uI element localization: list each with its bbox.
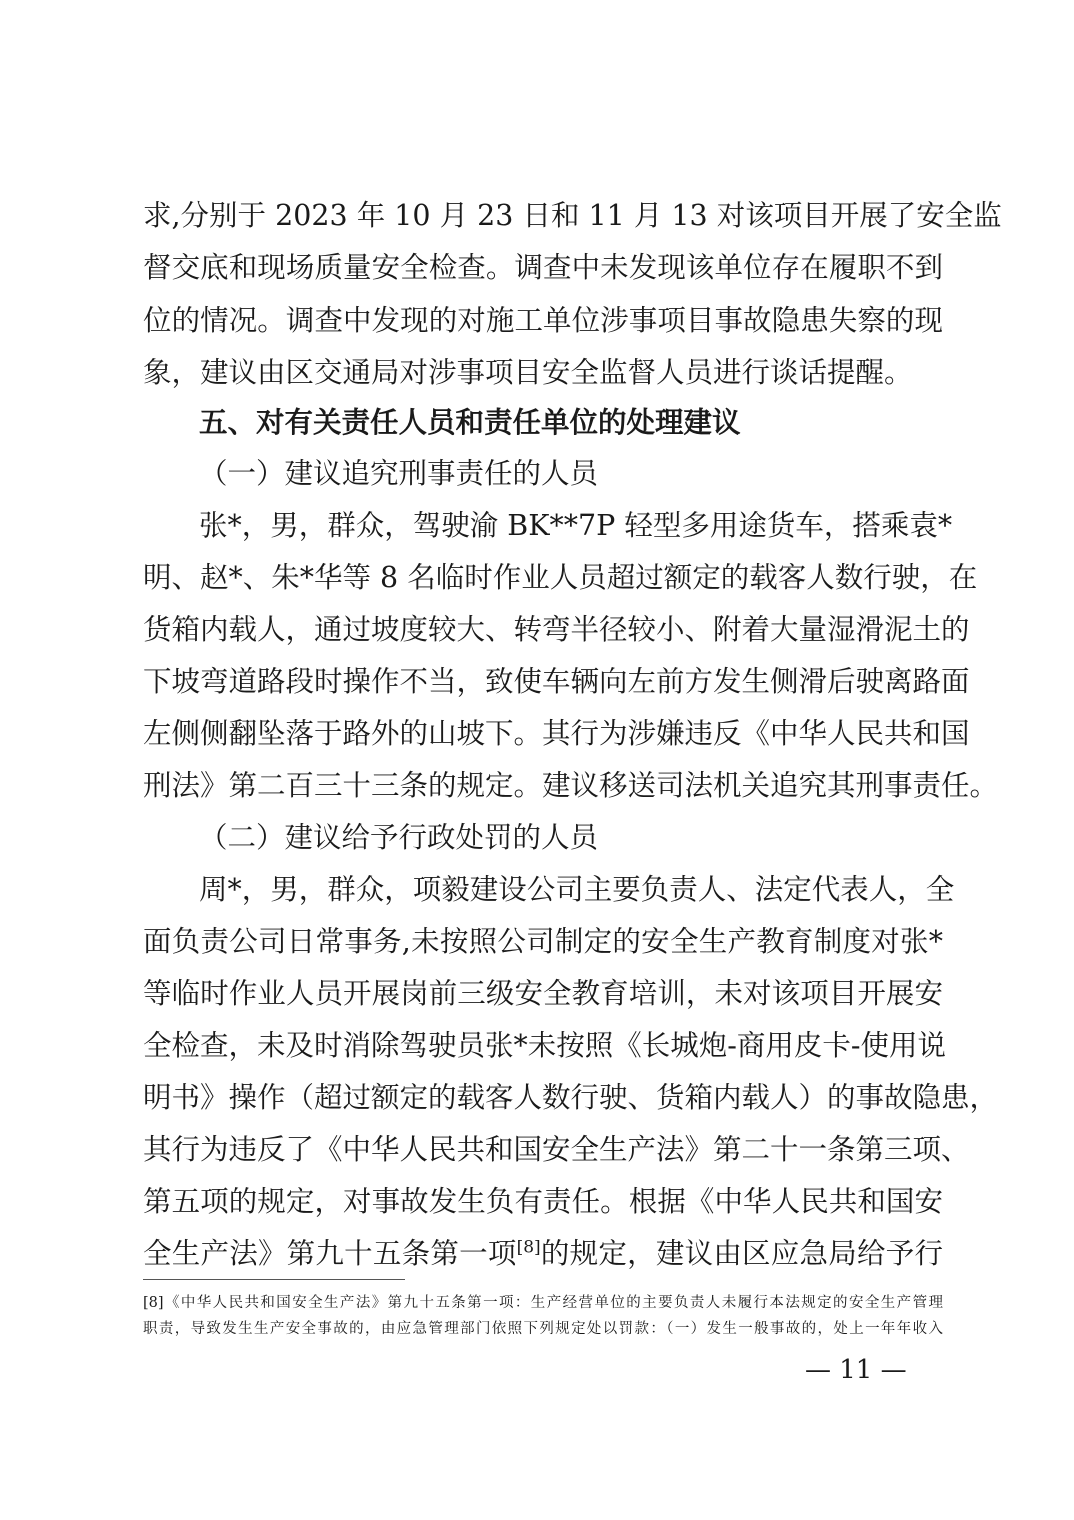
body-line: 等临时作业人员开展岗前三级安全教育培训，未对该项目开展安 (143, 977, 943, 1010)
section-heading: 五、对有关责任人员和责任单位的处理建议 (199, 406, 741, 439)
body-line: 全检查，未及时消除驾驶员张*未按照《长城炮-商用皮卡-使用说 (143, 1029, 947, 1062)
body-line: 下坡弯道路段时操作不当，致使车辆向左前方发生侧滑后驶离路面 (143, 665, 970, 698)
body-line: 督交底和现场质量安全检查。调查中未发现该单位存在履职不到 (143, 251, 943, 284)
body-line: 其行为违反了《中华人民共和国安全生产法》第二十一条第三项、 (143, 1133, 970, 1166)
subsection-heading: （一）建议追究刑事责任的人员 (199, 457, 599, 490)
body-line: 货箱内载人，通过坡度较大、转弯半径较小、附着大量湿滑泥土的 (143, 613, 970, 646)
body-line: 面负责公司日常事务,未按照公司制定的安全生产教育制度对张* (143, 925, 943, 958)
footnote-divider (143, 1279, 405, 1280)
body-line: 张*，男，群众，驾驶渝 BK**7P 轻型多用途货车，搭乘袁* (199, 509, 953, 542)
footnote-marker[interactable]: [8] (516, 1237, 541, 1258)
body-line: 象，建议由区交通局对涉事项目安全监督人员进行谈话提醒。 (143, 356, 913, 389)
body-line (143, 1236, 943, 1272)
subsection-heading: （二）建议给予行政处罚的人员 (199, 821, 599, 854)
body-line: 周*，男，群众，项毅建设公司主要负责人、法定代表人，全 (199, 873, 955, 906)
body-line: 明书》操作（超过额定的载客人数行驶、货箱内载人）的事故隐患， (143, 1081, 999, 1114)
body-text: 的规定，建议由区应急局给予行 (540, 1237, 943, 1270)
body-line: 求,分别于 2023 年 10 月 23 日和 11 月 13 对该项目开展了安全监 (143, 199, 1002, 232)
footnote-line: 职责，导致发生生产安全事故的，由应急管理部门依照下列规定处以罚款：（一）发生一般事故的，处上一年年收入 (143, 1321, 943, 1337)
body-line: 第五项的规定，对事故发生负有责任。根据《中华人民共和国安 (143, 1185, 943, 1218)
body-line: 刑法》第二百三十三条的规定。建议移送司法机关追究其刑事责任。 (143, 769, 999, 802)
body-line: 明、赵*、朱*华等 8 名临时作业人员超过额定的载客人数行驶，在 (143, 561, 978, 594)
page-number: — 11 — (805, 1355, 907, 1385)
body-line: 左侧侧翻坠落于路外的山坡下。其行为涉嫌违反《中华人民共和国 (143, 717, 970, 750)
footnote-line: [8]《中华人民共和国安全生产法》第九十五条第一项：生产经营单位的主要负责人未履行本法规定的安全生产管理 (143, 1295, 943, 1311)
body-line: 位的情况。调查中发现的对施工单位涉事项目事故隐患失察的现 (143, 304, 943, 337)
body-text: 全生产法》第九十五条第一项 (143, 1237, 517, 1270)
